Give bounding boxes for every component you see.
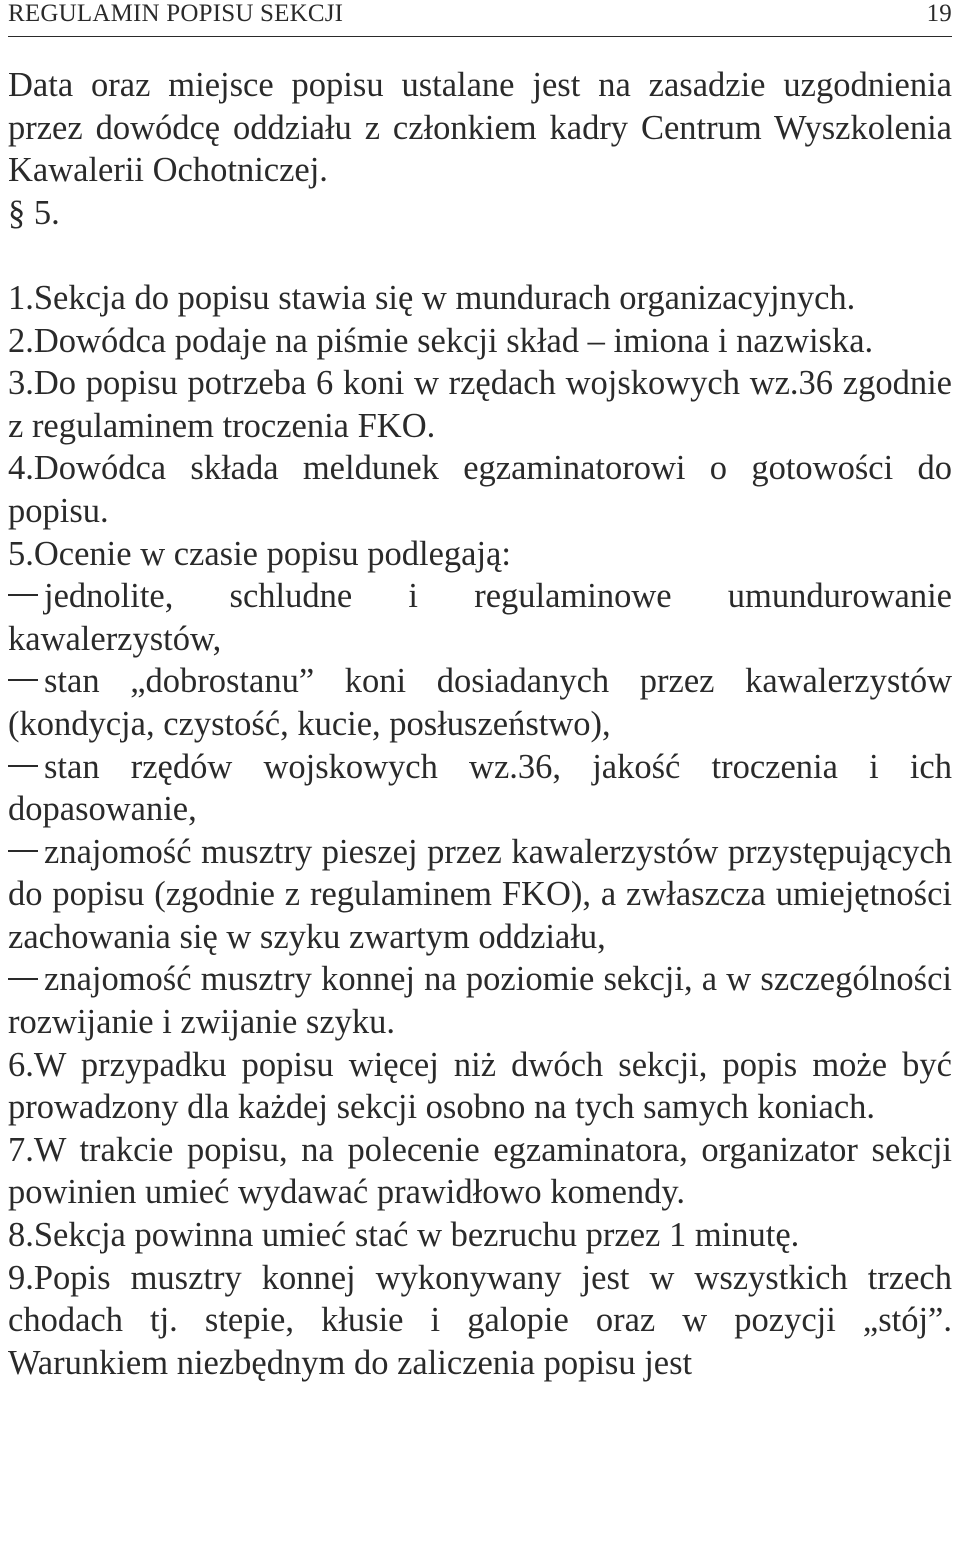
evaluation-point (8, 746, 952, 831)
list-item: 2.Dowódca podaje na piśmie sekcji skład – imiona i nazwiska. (8, 321, 874, 360)
dash-bullet (8, 594, 38, 596)
page-number: 19 (926, 0, 952, 27)
evaluation-point-text: znajomość musztry pieszej przez kawalerzystów przystępujących do popisu (zgodnie z regulaminem FKO), a zwłaszcza umiejętności zachowania się w szyku zwartym oddziału, (8, 832, 952, 956)
list-item: 1.Sekcja do popisu stawia się w mundurach organizacyjnych. (8, 278, 856, 317)
dash-bullet (8, 978, 38, 980)
list-item: 5.Ocenie w czasie popisu podlegają: (8, 534, 511, 573)
evaluation-point (8, 831, 952, 959)
evaluation-point-text: stan „dobrostanu” koni dosiadanych przez kawalerzystów (kondycja, czystość, kucie, posłuszeństwo), (8, 662, 952, 743)
dash-bullet (8, 850, 38, 852)
evaluation-point-text: stan rzędów wojskowych wz.36, jakość troczenia i ich dopasowanie, (8, 747, 952, 829)
list-item: 8.Sekcja powinna umieć stać w bezruchu przez 1 minutę. (8, 1216, 800, 1255)
header-rule (8, 36, 952, 37)
section-heading: § 5. (8, 193, 60, 232)
evaluation-point (8, 958, 952, 1043)
list-item: 7.W trakcie popisu, na polecenie egzaminatora, organizator sekcji powinien umieć wydawać prawidłowo komendy. (8, 1130, 952, 1212)
evaluation-point (8, 575, 952, 660)
evaluation-point-text: znajomość musztry konnej na poziomie sekcji, a w szczególności rozwijanie i zwijanie szyku. (8, 960, 952, 1042)
dash-bullet (8, 765, 38, 767)
dash-bullet (8, 679, 38, 681)
evaluation-point-text: jednolite, schludne i regulaminowe umundurowanie kawalerzystów, (8, 577, 952, 658)
header-title: REGULAMIN POPISU SEKCJI (8, 0, 344, 27)
document-page (8, 0, 952, 1384)
list-item: 6.W przypadku popisu więcej niż dwóch sekcji, popis może być prowadzony dla każdej sekcji osobno na tych samych koniach. (8, 1045, 952, 1127)
list-item: 3.Do popisu potrzeba 6 koni w rzędach wojskowych wz.36 zgodnie z regulaminem troczenia FKO. (8, 364, 952, 445)
evaluation-point (8, 660, 952, 745)
list-item: 9.Popis musztry konnej wykonywany jest w wszystkich trzech chodach tj. stepie, kłusie i galopie oraz w pozycji „stój”. Warunkiem niezbędnym do zaliczenia popisu jest (8, 1258, 952, 1382)
running-header (8, 0, 952, 36)
list-item: 4.Dowódca składa meldunek egzaminatorowi o gotowości do popisu. (8, 449, 952, 530)
blank-line (8, 234, 952, 277)
intro-paragraph: Data oraz miejsce popisu ustalane jest na zasadzie uzgodnienia przez dowódcę oddziału z członkiem kadry Centrum Wyszkolenia Kawalerii Ochotniczej. (8, 66, 952, 190)
body-text (8, 64, 952, 1384)
